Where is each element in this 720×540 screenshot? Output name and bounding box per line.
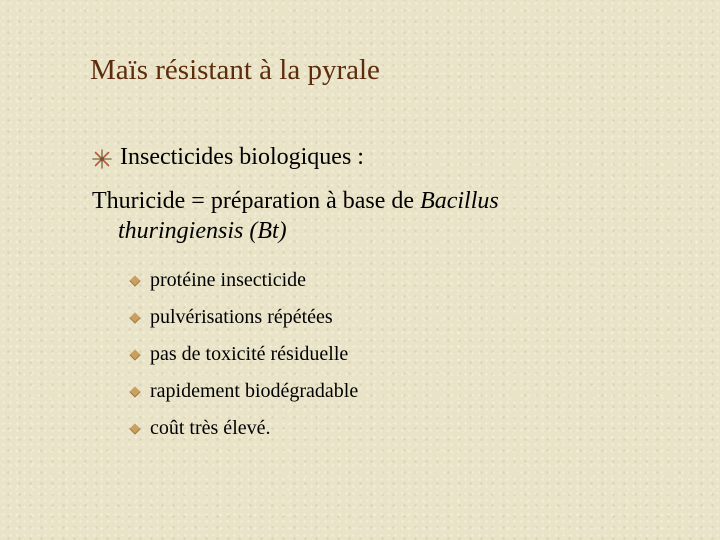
list-item-text: rapidement biodégradable xyxy=(150,380,359,402)
list-item-text: protéine insecticide xyxy=(150,269,307,291)
list-item xyxy=(128,373,358,410)
diamond-bullet-icon xyxy=(129,349,140,360)
diamond-bullet-icon xyxy=(129,275,140,286)
paragraph-italic-species: thuringiensis (Bt) xyxy=(118,218,287,244)
list-item-text: pas de toxicité résiduelle xyxy=(150,343,349,365)
paragraph-italic-genus: Bacillus xyxy=(420,188,499,214)
bullet-insecticides xyxy=(92,144,364,171)
bullet-insecticides-text: Insecticides biologiques : xyxy=(120,144,364,170)
list-item xyxy=(128,299,358,336)
list-item-text: pulvérisations répétées xyxy=(150,306,333,328)
diamond-bullet-icon xyxy=(129,423,140,434)
snowflake-bullet-icon xyxy=(92,149,112,169)
list-item xyxy=(128,336,358,373)
list-item xyxy=(128,262,358,299)
diamond-bullet-icon xyxy=(129,312,140,323)
diamond-bullet-icon xyxy=(129,386,140,397)
list-item xyxy=(128,410,358,447)
slide-title: Maïs résistant à la pyrale xyxy=(90,54,380,86)
sub-bullet-list xyxy=(128,262,358,447)
thuricide-paragraph xyxy=(92,186,672,246)
paragraph-prefix: Thuricide = préparation à base de xyxy=(92,188,421,214)
list-item-text: coût très élevé. xyxy=(150,417,271,439)
